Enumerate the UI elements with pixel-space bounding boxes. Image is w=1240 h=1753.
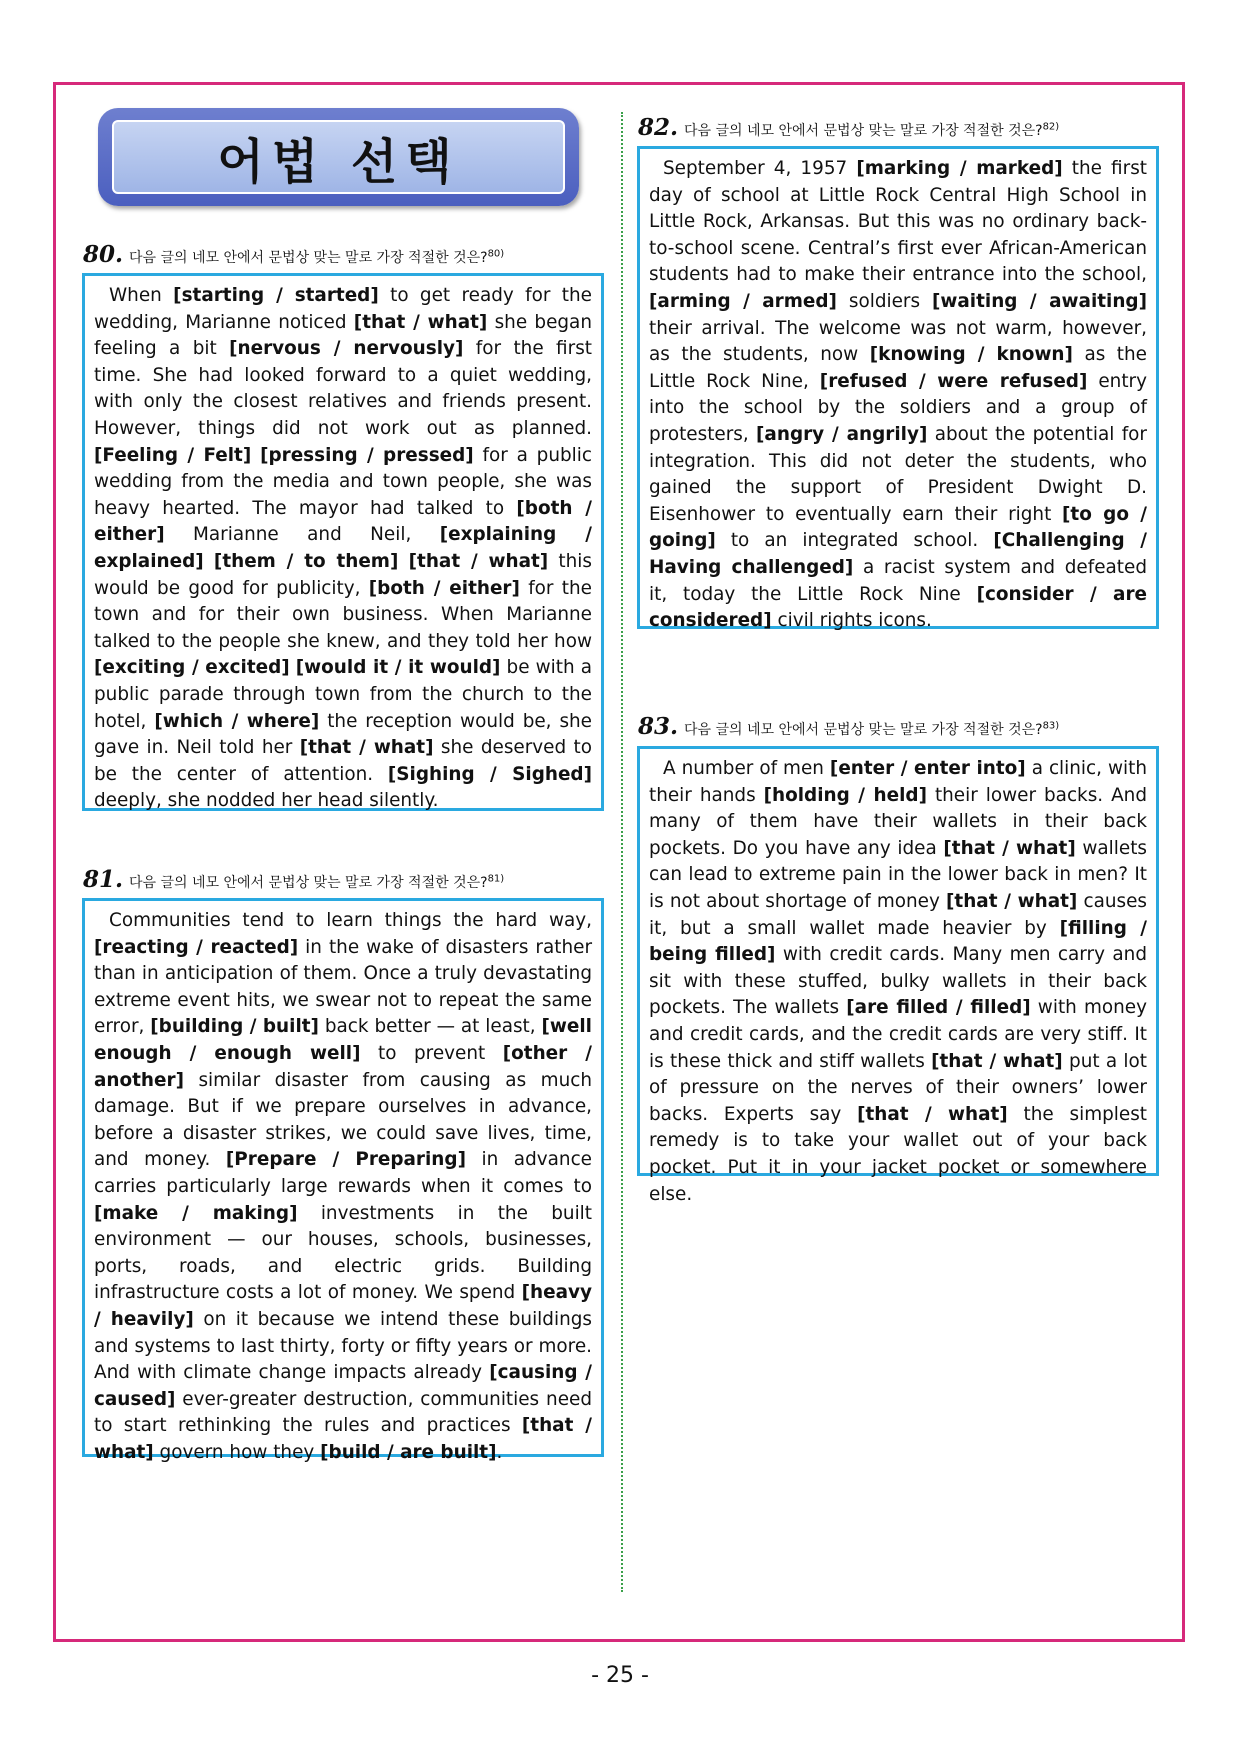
question-prompt: 다음 글의 네모 안에서 문법상 맞는 말로 가장 적절한 것은? <box>684 722 1043 738</box>
section-title-panel <box>112 120 565 194</box>
grammar-choice: [build / are built] <box>320 1441 497 1463</box>
passage-text: back better — at least, <box>318 1016 542 1038</box>
passage-text: entry into the school by the soldiers and a group of protesters, <box>649 370 1147 445</box>
question-82-passage <box>637 146 1159 632</box>
question-80-passage <box>82 273 604 811</box>
grammar-choice: [that / what] <box>299 737 434 759</box>
question-81-header <box>83 866 504 893</box>
grammar-choice: [arming / armed] <box>649 290 837 312</box>
grammar-choice: [make / making] <box>94 1202 298 1224</box>
question-prompt: 다음 글의 네모 안에서 문법상 맞는 말로 가장 적절한 것은? <box>129 250 488 266</box>
passage-text: ever-greater destruction, communities need to start rethinking the rules and practices <box>94 1388 592 1437</box>
passage-text: their arrival. The welcome was not warm, however, as the students, now <box>649 317 1147 366</box>
passage-text: a clinic, with their hands <box>649 758 1147 806</box>
passage-text: the first day of school at Little Rock Central High School in Little Rock, Arkansas. But this was no ordinary back-to-school scene. Central’s first ever African-American students had to make their entrance into the school, <box>649 158 1147 286</box>
grammar-choice: [both / either] <box>368 577 520 599</box>
passage-text <box>204 551 214 572</box>
grammar-choice: [that / what] <box>946 890 1078 912</box>
grammar-choice: [filling / being filled] <box>649 917 1148 966</box>
grammar-choice: [Feeling / Felt] <box>94 444 252 466</box>
passage-text: be with a public parade through town from the church to the hotel, <box>94 657 592 732</box>
grammar-choice: [refused / were refused] <box>819 370 1088 392</box>
passage-text: for the town and for their own business. When Marianne talked to the people she knew, and they told her how <box>94 577 592 652</box>
grammar-choice: [waiting / awaiting] <box>932 290 1147 312</box>
passage-text: for the first time. She had looked forward to a quiet wedding, with only the closest relatives and friends present. However, things did not work out as planned. <box>94 338 592 439</box>
grammar-choice: [which / where] <box>154 710 320 732</box>
question-prompt: 다음 글의 네모 안에서 문법상 맞는 말로 가장 적절한 것은? <box>684 123 1043 139</box>
grammar-choice: [enter / enter into] <box>829 758 1026 779</box>
question-82-header <box>638 114 1059 141</box>
footnote-ref: 81) <box>487 873 505 885</box>
passage-text: to prevent <box>360 1042 503 1064</box>
question-80-header <box>83 241 504 268</box>
grammar-choice: [building / built] <box>150 1016 319 1038</box>
grammar-choice: [well enough / enough well] <box>94 1016 592 1064</box>
passage-text: the reception would be, she gave in. Neil told her <box>94 710 592 759</box>
passage-text: wallets can lead to extreme pain in the lower back in men? It is not about shortage of money <box>649 837 1148 912</box>
grammar-choice: [angry / angrily] <box>756 423 928 445</box>
grammar-choice: [holding / held] <box>763 784 927 806</box>
grammar-choice: [that / what] <box>94 1415 592 1463</box>
grammar-choice: [to go / going] <box>649 503 1147 552</box>
passage-text: deeply, she nodded her head silently. <box>94 790 439 812</box>
grammar-choice: [both / either] <box>94 497 592 546</box>
question-83-header <box>638 713 1059 740</box>
grammar-choice: [reacting / reacted] <box>94 936 299 958</box>
grammar-choice: [Sighing / Sighed] <box>387 763 592 785</box>
passage-text: soldiers <box>836 290 932 312</box>
passage-text: put a lot of pressure on the nerves of their owners’ lower backs. Experts say <box>649 1050 1147 1125</box>
passage-text <box>398 551 408 572</box>
passage-text: to get ready for the wedding, Marianne noticed <box>94 285 592 333</box>
grammar-choice: [starting / started] <box>173 285 379 306</box>
question-prompt: 다음 글의 네모 안에서 문법상 맞는 말로 가장 적절한 것은? <box>129 875 488 891</box>
grammar-choice: [marking / marked] <box>856 158 1063 179</box>
passage-text: this would be good for publicity, <box>94 550 592 599</box>
passage-text: in the wake of disasters rather than in anticipation of them. Once a truly devastating extreme event hits, we swear not to repeat the same error, <box>94 936 593 1038</box>
passage-text: she began feeling a bit <box>94 311 592 360</box>
passage-text: on it because we intend these buildings and systems to last thirty, forty or fifty years or more. And with climate change impacts already <box>94 1308 592 1384</box>
passage-text: similar disaster from causing as much damage. But if we prepare ourselves in advance, before a disaster strikes, we could save lives, time, and money. <box>94 1069 592 1171</box>
question-number: 82. <box>638 114 679 141</box>
grammar-choice: [causing / caused] <box>94 1362 592 1410</box>
grammar-choice: [nervous / nervously] <box>229 338 464 360</box>
passage-text: as the Little Rock Nine, <box>649 344 1147 392</box>
passage-text: Communities tend to learn things the hard way, <box>109 910 592 931</box>
passage-text: for a public wedding from the media and town people, she was heavy hearted. The mayor had talked to <box>94 444 592 519</box>
grammar-choice: [consider / are considered] <box>649 583 1147 632</box>
grammar-choice: [exciting / excited] <box>94 657 290 679</box>
passage-text: September 4, 1957 <box>663 158 857 179</box>
passage-text: about the potential for integration. This did not deter the students, who gained the support of President Dwight D. Eisenhower to eventually earn their right <box>649 423 1147 525</box>
grammar-choice: [that / what] <box>353 311 488 333</box>
passage-text: with money and credit cards, and the credit cards are very stiff. It is these thick and stiff wallets <box>649 997 1147 1072</box>
grammar-choice: [pressing / pressed] <box>260 444 474 466</box>
grammar-choice: [would it / it would] <box>295 657 501 679</box>
footnote-ref: 82) <box>1042 121 1060 133</box>
passage-text: civil rights icons. <box>771 610 932 632</box>
grammar-choice: [Challenging / Having challenged] <box>649 530 1147 578</box>
passage-text: she deserved to be the center of attention. <box>94 737 592 785</box>
passage-text: causes it, but a small wallet made heavier by <box>649 890 1147 939</box>
passage-text: govern how they <box>153 1441 321 1463</box>
passage-text: in advance carries particularly large rewards when it comes to <box>94 1149 592 1197</box>
column-divider <box>621 112 623 1592</box>
footnote-ref: 80) <box>487 248 505 260</box>
passage-text <box>251 445 260 466</box>
question-81-passage <box>82 898 604 1463</box>
grammar-choice: [that / what] <box>943 837 1076 859</box>
passage-text: A number of men <box>663 758 830 779</box>
question-83-passage <box>637 746 1159 1205</box>
question-number: 83. <box>638 713 679 740</box>
grammar-choice: [knowing / known] <box>869 344 1073 366</box>
passage-text: their lower backs. And many of them have their wallets in their back pockets. Do you have any idea <box>649 784 1148 859</box>
grammar-choice: [Prepare / Preparing] <box>225 1149 466 1171</box>
passage-text: to an integrated school. <box>715 530 994 552</box>
passage-text: with credit cards. Many men carry and sit with these stuffed, bulky wallets in their back pockets. The wallets <box>649 944 1147 1019</box>
grammar-choice: [are filled / filled] <box>846 997 1031 1019</box>
grammar-choice: [that / what] <box>931 1050 1063 1072</box>
grammar-choice: [that / what] <box>408 550 549 572</box>
passage-text: a racist system and defeated it, today the Little Rock Nine <box>649 556 1147 605</box>
passage-text: the simplest remedy is to take your wallet out of your back pocket. Put it in your jacket pocket or somewhere else. <box>649 1103 1147 1205</box>
section-title-banner <box>98 108 579 206</box>
page-number: - 25 - <box>591 1663 649 1688</box>
section-title: 어법 선택 <box>217 133 460 190</box>
grammar-choice: [other / another] <box>94 1042 592 1091</box>
footnote-ref: 83) <box>1042 720 1060 732</box>
passage-text: investments in the built environment — our houses, schools, businesses, ports, roads, and electric grids. Building infrastructure costs a lot of money. We spend <box>94 1202 592 1304</box>
passage-text: Marianne and Neil, <box>164 524 440 546</box>
grammar-choice: [explaining / explained] <box>94 524 593 572</box>
passage-text: When <box>109 285 174 306</box>
grammar-choice: [that / what] <box>857 1103 1008 1125</box>
question-number: 80. <box>83 241 124 268</box>
passage-text: . <box>496 1441 503 1463</box>
question-number: 81. <box>83 866 124 893</box>
grammar-choice: [them / to them] <box>213 550 399 572</box>
grammar-choice: [heavy / heavily] <box>94 1282 592 1330</box>
